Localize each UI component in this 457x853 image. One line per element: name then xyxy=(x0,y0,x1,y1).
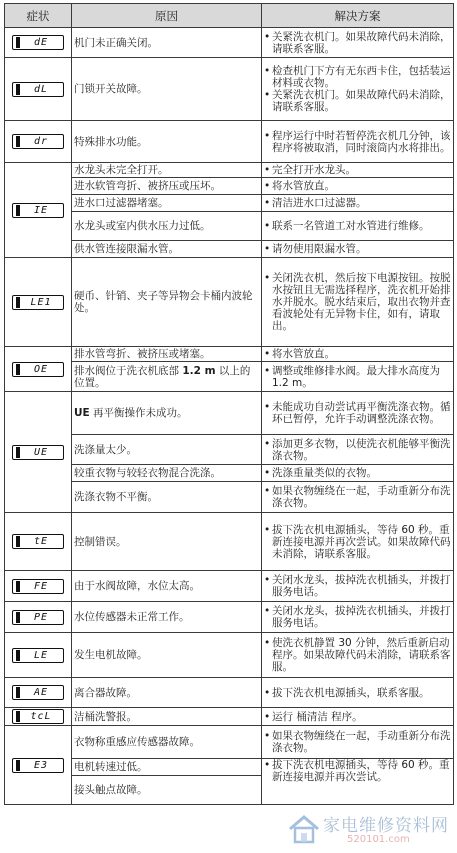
table-row xyxy=(5,163,454,178)
error-code-display-icon xyxy=(12,648,64,663)
error-code: tE xyxy=(33,536,49,547)
symptom-cell xyxy=(5,633,72,678)
error-code-display-icon xyxy=(12,534,64,549)
table-row xyxy=(5,759,454,776)
table-row xyxy=(5,258,454,347)
table-row xyxy=(5,195,454,212)
cause-cell: 水龙头或室内供水压力过低。 xyxy=(72,212,262,241)
error-code: AE xyxy=(33,687,49,698)
table-row xyxy=(5,178,454,195)
solution-cell xyxy=(262,602,454,633)
error-code-display-icon xyxy=(12,362,64,377)
solution-cell xyxy=(262,633,454,678)
table-row xyxy=(5,602,454,633)
error-code: IE xyxy=(33,204,49,216)
cause-cell: 洗涤衣物不平衡。 xyxy=(72,482,262,513)
cause-cell: 衣物称重感应传感器故障。 xyxy=(72,726,262,759)
cause-cell: 发生电机故障。 xyxy=(72,633,262,678)
solution-item: • 清洁进水口过滤器。 xyxy=(264,197,451,209)
cause-cell: 硬币、针销、夹子等异物会卡桶内波轮处。 xyxy=(72,258,262,347)
error-code: UE xyxy=(33,446,49,458)
cause-cell: 洁桶洗警报。 xyxy=(72,708,262,726)
solution-item: • 将水管放直。 xyxy=(264,180,451,192)
solution-item: • 拔下洗衣机电源插头，等待 60 秒。重新连接电源并再次尝试。如果故障代码未消除，请联系客服。 xyxy=(264,524,451,560)
error-code-display-icon xyxy=(12,445,64,460)
watermark xyxy=(287,809,455,849)
watermark-title: 家电维修资料网 xyxy=(323,816,449,836)
cause-height-value: 1.2 m xyxy=(182,364,216,377)
error-code: LE xyxy=(33,649,49,661)
error-code-display-icon xyxy=(12,203,64,218)
solution-item: • 关闭洗衣机，然后按下电源按钮。按脱水按钮且无需选择程序，洗衣机开始排水并脱水。脱水结束后，取出衣物并查看波轮处有无异物卡住，如有，请取出。 xyxy=(264,272,451,332)
solution-item: • 关紧洗衣机门。如果故障代码未消除，请联系客服。 xyxy=(264,31,451,55)
solution-cell xyxy=(262,58,454,121)
table-row xyxy=(5,121,454,163)
solution-item: • 关闭水龙头，拔掉洗衣机插头，并拨打服务电话。 xyxy=(264,605,451,629)
cause-code-ref: UE xyxy=(74,407,90,419)
solution-item: • 未能成功自动尝试再平衡洗涤衣物。循环已暂停，允许手动调整洗涤衣物。 xyxy=(264,401,451,425)
table-row xyxy=(5,28,454,58)
symptom-cell xyxy=(5,258,72,347)
cause-cell: 洗涤量太少。 xyxy=(72,435,262,465)
solution-cell xyxy=(262,759,454,805)
solution-cell xyxy=(262,465,454,482)
solution-cell xyxy=(262,392,454,435)
error-code-display-icon xyxy=(12,709,64,724)
symptom-cell xyxy=(5,726,72,805)
error-code: LE1 xyxy=(30,296,52,308)
cause-cell: 较重衣物与较轻衣物混合洗涤。 xyxy=(72,465,262,482)
header-symptom: 症状 xyxy=(5,4,72,28)
solution-cell xyxy=(262,362,454,392)
watermark-url: 520101.com xyxy=(347,834,410,845)
table-row xyxy=(5,347,454,362)
solution-cell xyxy=(262,121,454,163)
error-code: dL xyxy=(33,83,49,95)
solution-cell xyxy=(262,241,454,258)
cause-cell: 水龙头未完全打开。 xyxy=(72,163,262,178)
solution-item: • 如果衣物缠绕在一起，手动重新分布洗涤衣物。 xyxy=(264,485,451,509)
symptom-cell xyxy=(5,571,72,602)
solution-item: • 完全打开水龙头。 xyxy=(264,164,451,176)
header-solution: 解决方案 xyxy=(262,4,454,28)
cause-cell: 由于水阀故障，水位太高。 xyxy=(72,571,262,602)
error-code: PE xyxy=(33,611,49,623)
cause-cell: 离合器故障。 xyxy=(72,678,262,708)
table-row xyxy=(5,571,454,602)
solution-cell xyxy=(262,212,454,241)
symptom-cell xyxy=(5,602,72,633)
solution-cell xyxy=(262,708,454,726)
solution-cell xyxy=(262,482,454,513)
symptom-cell xyxy=(5,28,72,58)
table-row xyxy=(5,726,454,759)
cause-cell: 接头触点故障。 xyxy=(72,776,262,805)
solution-cell xyxy=(262,571,454,602)
error-code-table xyxy=(4,3,454,805)
solution-cell xyxy=(262,513,454,571)
solution-item: • 添加更多衣物，以使洗衣机能够平衡洗涤衣物。 xyxy=(264,438,451,462)
cause-cell: 控制错误。 xyxy=(72,513,262,571)
header-cause: 原因 xyxy=(72,4,262,28)
solution-cell xyxy=(262,726,454,759)
cause-cell: 特殊排水功能。 xyxy=(72,121,262,163)
error-code-display-icon xyxy=(12,134,64,149)
solution-item: • 运行 桶清洁 程序。 xyxy=(264,711,451,723)
table-row xyxy=(5,482,454,513)
table-header-row xyxy=(5,4,454,28)
table-row xyxy=(5,392,454,435)
symptom-cell xyxy=(5,121,72,163)
table-row xyxy=(5,362,454,392)
error-code: OE xyxy=(33,363,49,375)
symptom-cell xyxy=(5,163,72,258)
table-row xyxy=(5,633,454,678)
solution-item: • 关闭水龙头，拔掉洗衣机插头，并拨打服务电话。 xyxy=(264,574,451,598)
symptom-cell xyxy=(5,513,72,571)
cause-cell: 进水软管弯折、被挤压或压坏。 xyxy=(72,178,262,195)
house-icon xyxy=(287,813,321,845)
solution-cell xyxy=(262,195,454,212)
error-code: E3 xyxy=(33,759,49,771)
error-code-display-icon xyxy=(12,579,64,594)
solution-item: • 洗涤重量类似的衣物。 xyxy=(264,467,451,479)
error-code: dr xyxy=(33,136,49,147)
error-code-display-icon xyxy=(12,82,64,97)
solution-item: • 使洗衣机静置 30 分钟，然后重新启动程序。如果故障代码未消除，请联系客服。 xyxy=(264,637,451,673)
table-row xyxy=(5,435,454,465)
solution-cell xyxy=(262,28,454,58)
cause-cell: 水位传感器未正常工作。 xyxy=(72,602,262,633)
cause-cell: 进水口过滤器堵塞。 xyxy=(72,195,262,212)
error-code: dE xyxy=(33,37,49,48)
table-row xyxy=(5,241,454,258)
solution-cell xyxy=(262,178,454,195)
cause-cell: 机门未正确关闭。 xyxy=(72,28,262,58)
solution-cell xyxy=(262,435,454,465)
solution-cell xyxy=(262,347,454,362)
symptom-cell xyxy=(5,347,72,392)
symptom-cell xyxy=(5,678,72,708)
cause-cell: 门锁开关故障。 xyxy=(72,58,262,121)
solution-item: • 拔下洗衣机电源插头，等待 60 秒。重新连接电源并再次尝试。 xyxy=(264,759,451,783)
symptom-cell xyxy=(5,392,72,513)
solution-item: • 如果衣物缠绕在一起，手动重新分布洗涤衣物。 xyxy=(264,730,451,754)
table-row xyxy=(5,465,454,482)
table-row xyxy=(5,708,454,726)
solution-item: • 将水管放直。 xyxy=(264,348,451,360)
solution-cell xyxy=(262,163,454,178)
error-code-display-icon xyxy=(12,295,64,310)
error-code-display-icon xyxy=(12,758,64,773)
cause-cell xyxy=(72,392,262,435)
cause-text: 再平衡操作未成功。 xyxy=(89,407,188,419)
error-code-display-icon xyxy=(12,35,64,50)
error-code-display-icon xyxy=(12,610,64,625)
solution-item: • 拔下洗衣机电源插头，联系客服。 xyxy=(264,687,451,699)
solution-item: • 程序运行中时若暂停洗衣机几分钟，该程序将被取消，同时滚筒内水将排出。 xyxy=(264,130,451,154)
cause-cell: 电机转速过低。 xyxy=(72,759,262,776)
solution-item: • 请勿使用限漏水管。 xyxy=(264,243,451,255)
table-row xyxy=(5,58,454,121)
solution-cell xyxy=(262,678,454,708)
symptom-cell xyxy=(5,708,72,726)
solution-item: • 检查机门下方有无东西卡住，包括装运材料或衣物。 xyxy=(264,65,451,89)
solution-item: • 调整或维修排水阀。最大排水高度为 1.2 m。 xyxy=(264,365,451,389)
error-code: tcL xyxy=(30,711,52,722)
table-row xyxy=(5,513,454,571)
cause-text: 排水阀位于洗衣机底部 xyxy=(74,364,183,377)
error-code-display-icon xyxy=(12,685,64,700)
cause-cell: 供水管连接限漏水管。 xyxy=(72,241,262,258)
solution-item: • 关紧洗衣机门。如果故障代码未消除，请联系客服。 xyxy=(264,89,451,113)
symptom-cell xyxy=(5,58,72,121)
table-row xyxy=(5,212,454,241)
cause-cell xyxy=(72,362,262,392)
table-row xyxy=(5,678,454,708)
error-code: FE xyxy=(33,580,49,592)
solution-cell xyxy=(262,258,454,347)
cause-cell: 排水管弯折、被挤压或堵塞。 xyxy=(72,347,262,362)
solution-item: • 联系一名管道工对水管进行维修。 xyxy=(264,220,451,232)
cause-text: 以上的位置。 xyxy=(74,364,251,389)
